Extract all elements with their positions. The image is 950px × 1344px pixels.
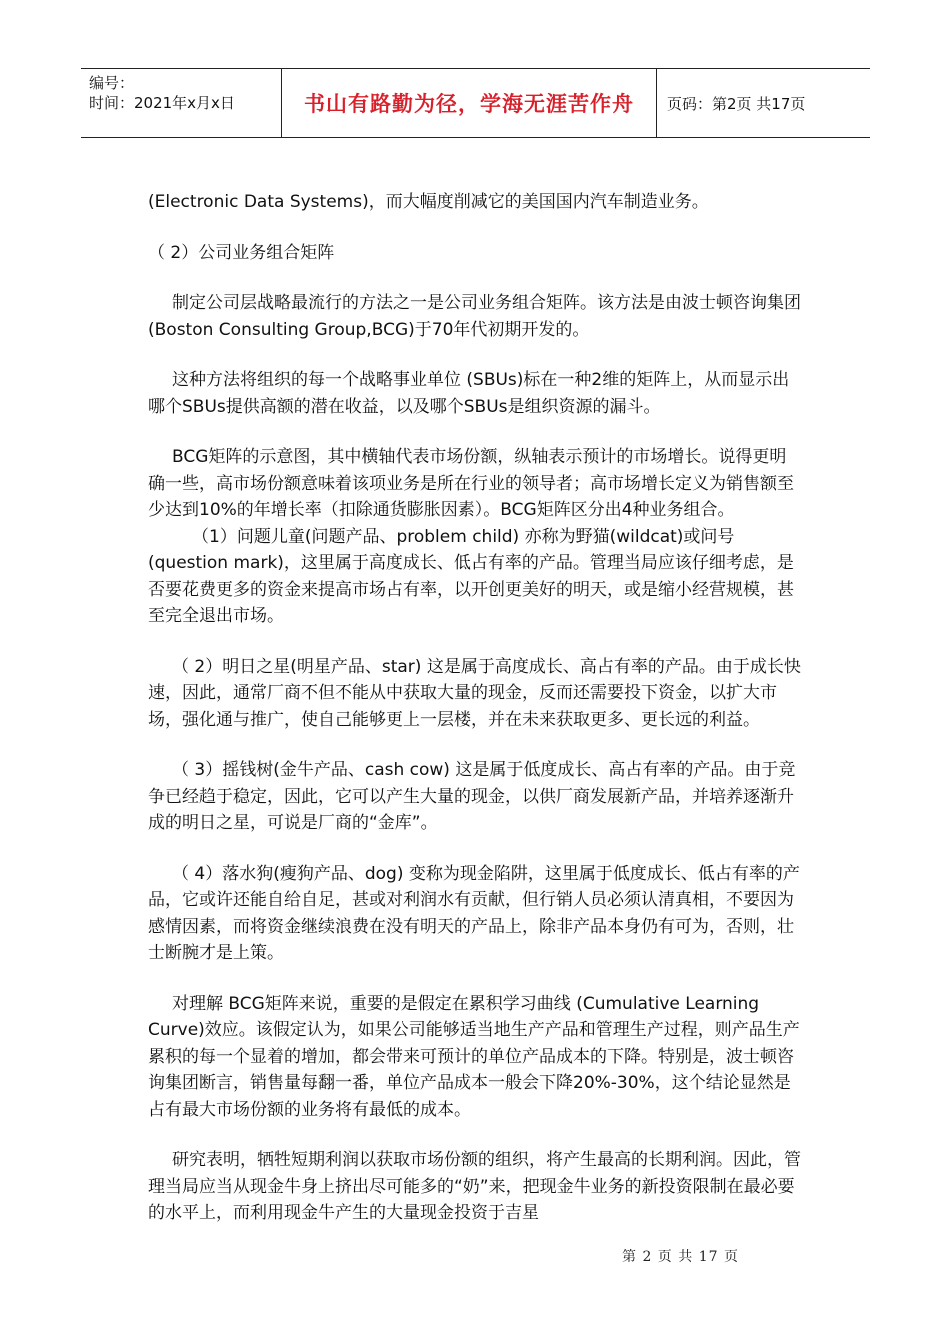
paragraph-bcg-intro: 制定公司层战略最流行的方法之一是公司业务组合矩阵。该方法是由波士顿咨询集团 (Boston Consulting Group,BCG)于70年代初期开发的。 bbox=[148, 293, 801, 340]
paragraph-question-mark: （1）问题儿童(问题产品、problem child) 亦称为野猫(wildcat)或问号(question mark)，这里属于高度成长、低占有率的产品。管理当局应该仔细考虑，是否要花费更多的资金来提高市场占有率，以开创更美好的明天，或是缩小经营规模，甚至完全退出市场。 bbox=[148, 526, 794, 626]
header-motto-cell bbox=[282, 69, 657, 137]
header-page-info: 页码：第2页 共17页 bbox=[667, 94, 806, 113]
document-body bbox=[148, 189, 802, 1227]
document-date: 时间：2021年x月x日 bbox=[89, 94, 235, 112]
paragraph-bcg-diagram: BCG矩阵的示意图，其中横轴代表市场份额，纵轴表示预计的市场增长。说得更明确一些，高市场份额意味着该项业务是所在行业的领导者；高市场增长定义为销售额至少达到10%的年增长率（扣除通货膨胀因素）。BCG矩阵区分出4种业务组合。 bbox=[148, 447, 794, 520]
paragraph-sbu: 这种方法将组织的每一个战略事业单位 (SBUs)标在一种2维的矩阵上，从而显示出哪个SBUs提供高额的潜在收益，以及哪个SBUs是组织资源的漏斗。 bbox=[148, 370, 790, 417]
section-heading-bcg: （ 2）公司业务组合矩阵 bbox=[148, 242, 335, 263]
paragraph-learning-curve: 对理解 BCG矩阵来说，重要的是假定在累积学习曲线 (Cumulative Learning Curve)效应。该假定认为，如果公司能够适当地生产产品和管理生产过程，则产品生产累积的每一个显着的增加，都会带来可预计的单位产品成本的下降。特别是，波士顿咨询集团断言，销售量每翻一番，单位产品成本一般会下降20%-30%，这个结论显然是占有最大市场份额的业务将有最低的成本。 bbox=[148, 993, 800, 1120]
page-header bbox=[81, 68, 870, 138]
header-motto: 书山有路勤为径，学海无涯苦作舟 bbox=[304, 91, 634, 116]
page-footer: 第 2 页 共 17 页 bbox=[622, 1249, 739, 1265]
header-meta bbox=[81, 69, 282, 137]
paragraph-cash-cow: （ 3）摇钱树(金牛产品、cash cow) 这是属于低度成长、高占有率的产品。由于竞争已经趋于稳定，因此，它可以产生大量的现金，以供厂商发展新产品，并培养逐渐升成的明日之星，可说是厂商的“金库”。 bbox=[148, 760, 796, 833]
paragraph-eds: (Electronic Data Systems)，而大幅度削减它的美国国内汽车制造业务。 bbox=[148, 192, 709, 212]
paragraph-star: （ 2）明日之星(明星产品、star) 这是属于高度成长、高占有率的产品。由于成长快速，因此，通常厂商不但不能从中获取大量的现金，反而还需要投下资金，以扩大市场，强化通与推广，使自己能够更上一层楼，并在未来获取更多、更长远的利益。 bbox=[148, 656, 801, 730]
document-number-label: 编号： bbox=[89, 74, 135, 92]
header-page-info-cell bbox=[657, 69, 870, 137]
paragraph-dog: （ 4）落水狗(瘦狗产品、dog) 变称为现金陷阱，这里属于低度成长、低占有率的产品，它或许还能自给自足，甚或对利润水有贡献，但行销人员必须认清真相，不要因为感情因素，而将资金继续浪费在没有明天的产品上，除非产品本身仍有可为，否则，壮士断腕才是上策。 bbox=[148, 863, 800, 963]
paragraph-research: 研究表明，牺牲短期利润以获取市场份额的组织，将产生最高的长期利润。因此，管理当局应当从现金牛身上挤出尽可能多的“奶”来，把现金牛业务的新投资限制在最必要的水平上，而利用现金牛产生的大量现金投资于吉星 bbox=[148, 1150, 801, 1223]
